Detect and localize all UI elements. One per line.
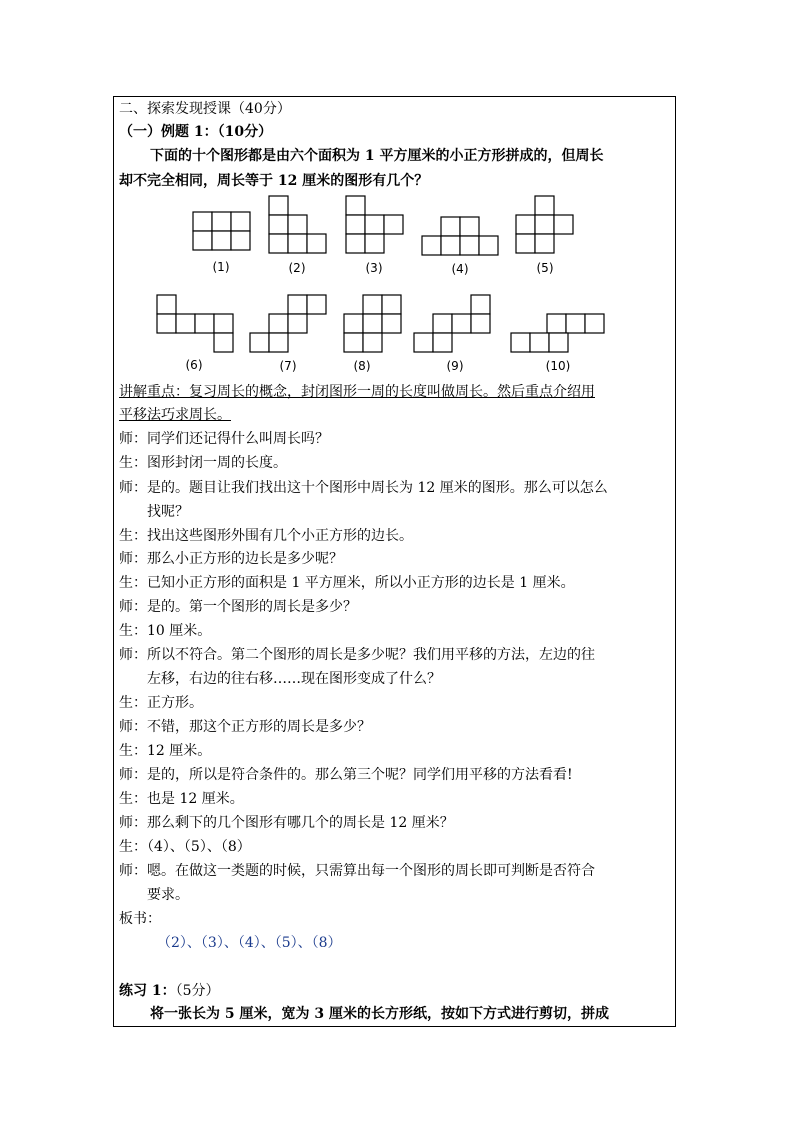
board-label: 板书： xyxy=(119,911,161,927)
exercise-heading xyxy=(119,981,220,1001)
dialogue-line: 找呢？ xyxy=(147,504,189,520)
dialogue-line: 师：那么小正方形的边长是多少呢？ xyxy=(119,551,343,567)
example-title: （一）例题 1：（10分） xyxy=(119,124,273,140)
shape-label-5: (5) xyxy=(536,261,554,275)
dialogue-line: 师：是的，所以是符合条件的。那么第三个呢？同学们用平移的方法看看! xyxy=(119,767,573,783)
dialogue-line: 师：不错，那这个正方形的周长是多少？ xyxy=(119,719,371,735)
shape-label-8: (8) xyxy=(353,359,371,373)
dialogue-line: 师：那么剩下的几个图形有哪几个的周长是 12 厘米？ xyxy=(119,815,454,831)
shape-7 xyxy=(250,295,326,352)
dialogue-line: 师：嗯。在做这一类题的时候，只需算出每一个图形的周长即可判断是否符合 xyxy=(119,863,595,879)
dialogue-line: 生：正方形。 xyxy=(119,695,203,711)
shape-label-6: (6) xyxy=(185,358,203,372)
problem-line-2: 却不完全相同，周长等于 12 厘米的图形有几个？ xyxy=(119,173,429,189)
shape-6 xyxy=(157,295,233,352)
dialogue-line: 师：同学们还记得什么叫周长吗？ xyxy=(119,431,329,447)
dialogue-line: 生：已知小正方形的面积是 1 平方厘米，所以小正方形的边长是 1 厘米。 xyxy=(119,575,575,591)
shape-label-10: (10) xyxy=(545,359,571,373)
shape-label-4: (4) xyxy=(451,262,469,276)
exercise-text: 将一张长为 5 厘米，宽为 3 厘米的长方形纸，按如下方式进行剪切，拼成 xyxy=(150,1006,609,1022)
dialogue-line: 左移，右边的往右移……现在图形变成了什么？ xyxy=(147,671,441,687)
dialogue-line: 师：所以不符合。第二个图形的周长是多少呢？我们用平移的方法，左边的往 xyxy=(119,647,595,663)
dialogue-line: 生：也是 12 厘米。 xyxy=(119,791,244,807)
exercise-title: 练习 1： xyxy=(119,983,176,999)
shape-1 xyxy=(193,212,250,250)
board-content: （2）、（3）、（4）、（5）、（8） xyxy=(157,935,342,951)
shape-9 xyxy=(414,295,490,352)
key-point-line-2: 平移法巧求周长。 xyxy=(119,407,231,423)
dialogue-line: 生：10 厘米。 xyxy=(119,623,212,639)
shape-4 xyxy=(422,217,498,255)
shape-label-2: (2) xyxy=(288,261,306,275)
exercise-time: （5分） xyxy=(175,983,220,999)
shape-3 xyxy=(346,196,403,253)
shape-label-3: (3) xyxy=(365,261,383,275)
shape-label-9: (9) xyxy=(446,359,464,373)
dialogue-line: 生：12 厘米。 xyxy=(119,743,212,759)
shape-label-7: (7) xyxy=(279,359,297,373)
hexomino-figure xyxy=(150,192,610,377)
shape-10 xyxy=(511,314,604,352)
dialogue-line: 生：（4）、（5）、（8） xyxy=(119,839,251,855)
dialogue-line: 要求。 xyxy=(147,887,189,903)
shape-5 xyxy=(516,196,573,253)
shape-2 xyxy=(269,196,326,253)
shape-8 xyxy=(344,295,401,352)
key-point-line-1: 讲解重点：复习周长的概念，封闭图形一周的长度叫做周长。然后重点介绍用 xyxy=(119,384,595,400)
dialogue-line: 师：是的。题目让我们找出这十个图形中周长为 12 厘米的图形。那么可以怎么 xyxy=(119,480,608,496)
dialogue-line: 生：图形封闭一周的长度。 xyxy=(119,455,287,471)
shape-label-1: (1) xyxy=(212,260,230,274)
dialogue-line: 生：找出这些图形外围有几个小正方形的边长。 xyxy=(119,528,413,544)
dialogue-line: 师：是的。第一个图形的周长是多少？ xyxy=(119,599,357,615)
problem-line-1: 下面的十个图形都是由六个面积为 1 平方厘米的小正方形拼成的，但周长 xyxy=(150,148,604,164)
section-heading: 二、探索发现授课（40分） xyxy=(119,101,291,117)
